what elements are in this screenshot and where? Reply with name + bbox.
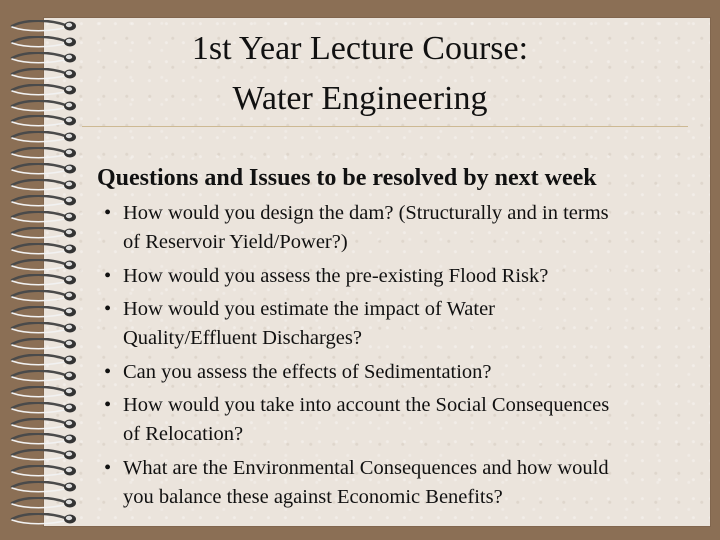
list-item-line-1: Can you assess the effects of Sedimentation? xyxy=(123,360,492,383)
list-item-line-1: How would you take into account the Social Consequences xyxy=(123,394,610,416)
list-item xyxy=(104,454,704,512)
list-item-line-2: of Relocation? xyxy=(123,423,244,445)
title-divider xyxy=(82,126,688,127)
list-item-line-2: of Reservoir Yield/Power?) xyxy=(123,231,348,253)
title-line-1: 1st Year Lecture Course: xyxy=(191,30,529,67)
list-item xyxy=(104,199,704,257)
list-item xyxy=(104,295,704,353)
list-item-line-1: What are the Environmental Consequences and how would xyxy=(123,456,609,479)
slide-title xyxy=(90,24,630,124)
list-item xyxy=(104,391,704,449)
question-list xyxy=(104,199,704,516)
bullet-icon: • xyxy=(104,394,112,416)
title-line-2: Water Engineering xyxy=(232,80,488,117)
section-heading: Questions and Issues to be resolved by next week xyxy=(97,165,597,191)
list-item xyxy=(104,262,704,291)
list-item-line-2: you balance these against Economic Benefits? xyxy=(123,485,503,508)
list-item-line-1: How would you assess the pre-existing Flood Risk? xyxy=(123,264,549,287)
bullet-icon: • xyxy=(104,456,112,479)
list-item-line-2: Quality/Effluent Discharges? xyxy=(123,327,362,349)
list-item-line-1: How would you design the dam? (Structurally and in terms xyxy=(123,202,609,224)
bullet-icon: • xyxy=(104,202,112,224)
bullet-icon: • xyxy=(104,298,112,320)
list-item xyxy=(104,358,704,387)
bullet-icon: • xyxy=(104,264,112,287)
list-item-line-1: How would you estimate the impact of Water xyxy=(123,298,496,320)
bullet-icon: • xyxy=(104,360,112,383)
